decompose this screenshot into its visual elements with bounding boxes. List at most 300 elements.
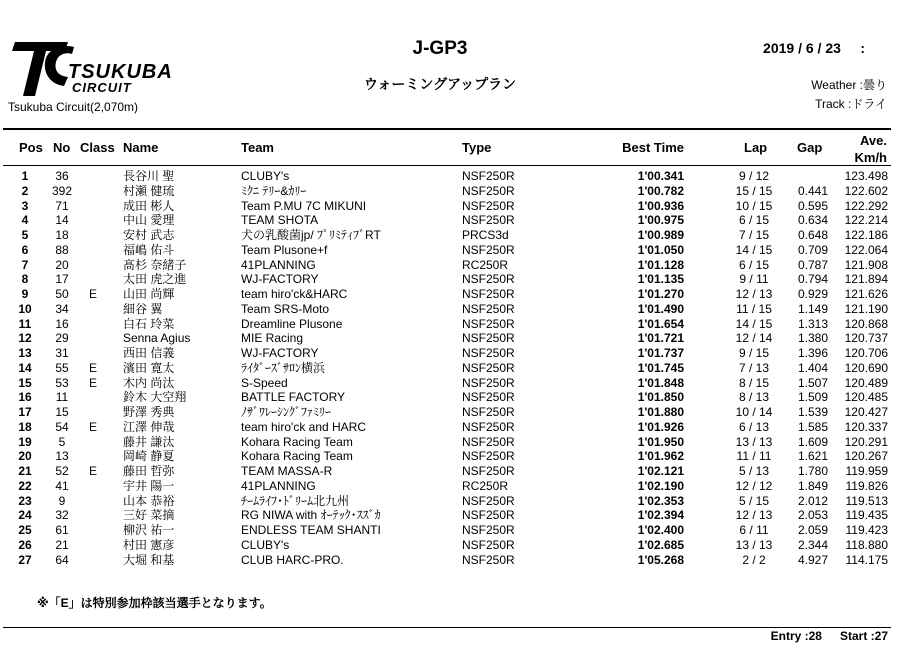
cell-gap: 1.585 — [797, 419, 828, 434]
cell-lap: 13 / 13 — [735, 537, 773, 552]
cell-team: team hiro'ck&HARC — [241, 287, 348, 301]
cell-best-time: 1'00.975 — [637, 213, 684, 228]
cell-name: 岡崎 静夏 — [123, 449, 175, 464]
cell-pos: 18 — [18, 419, 32, 434]
cell-lap: 6 / 11 — [739, 523, 769, 537]
logo-tsukuba-text: TSUKUBA — [68, 61, 173, 83]
cell-name: 細谷 翼 — [123, 301, 163, 316]
table-row — [0, 243, 900, 258]
footer-rule — [3, 627, 891, 628]
col-header-best-time: Best Time — [622, 140, 684, 155]
cell-pos: 15 — [18, 375, 32, 390]
cell-lap: 12 / 13 — [735, 287, 773, 301]
cell-type: NSF250R — [462, 434, 515, 449]
cell-name: 安村 武志 — [123, 228, 175, 242]
table-row — [0, 435, 900, 450]
circuit-name: Tsukuba Circuit(2,070m) — [8, 100, 139, 114]
cell-team: team hiro'ck and HARC — [241, 419, 367, 434]
table-row — [0, 184, 900, 199]
cell-pos: 8 — [21, 272, 29, 287]
cell-type: NSF250R — [462, 523, 515, 537]
cell-no: 54 — [55, 419, 69, 434]
cell-name: 三好 菜摘 — [123, 508, 175, 523]
cell-type: NSF250R — [462, 390, 515, 405]
cell-lap: 9 / 12 — [738, 169, 770, 183]
cell-gap: 1.404 — [797, 360, 828, 375]
cell-pos: 16 — [18, 390, 32, 405]
cell-pos: 2 — [21, 183, 29, 198]
cell-name: 長谷川 聖 — [123, 169, 175, 183]
cell-lap: 8 / 13 — [738, 390, 770, 405]
cell-no: 15 — [55, 405, 69, 419]
cell-lap: 13 / 13 — [735, 434, 773, 449]
cell-type: NSF250R — [462, 360, 515, 375]
table-row — [0, 169, 900, 184]
cell-pos: 26 — [18, 537, 32, 552]
cell-team: 41PLANNING — [241, 478, 316, 493]
cell-team: ﾁｰﾑﾗｲﾌ･ﾄﾞﾘｰﾑ北九州 — [241, 493, 350, 508]
cell-no: 11 — [55, 390, 69, 405]
cell-best-time: 1'01.654 — [637, 316, 684, 331]
col-header-name: Name — [123, 140, 159, 155]
cell-team: CLUB HARC-PRO. — [241, 552, 344, 567]
cell-type: NSF250R — [462, 405, 515, 419]
cell-pos: 21 — [18, 464, 32, 478]
cell-type: NSF250R — [462, 169, 515, 183]
cell-gap: 1.149 — [797, 301, 828, 316]
cell-pos: 3 — [21, 198, 29, 213]
cell-name: 藤田 哲弥 — [123, 464, 175, 478]
cell-name: 木内 尚汰 — [123, 375, 175, 390]
cell-gap: 1.849 — [797, 478, 828, 493]
cell-ave-speed: 120.706 — [844, 346, 888, 360]
cell-team: TEAM MASSA-R — [241, 464, 333, 478]
cell-best-time: 1'01.950 — [637, 434, 684, 449]
cell-ave-speed: 122.064 — [844, 242, 888, 257]
entry-count: Entry :28 — [770, 629, 822, 643]
cell-best-time: 1'01.721 — [637, 331, 684, 346]
cell-ave-speed: 120.489 — [844, 375, 888, 390]
cell-pos: 5 — [21, 228, 29, 242]
cell-pos: 20 — [18, 449, 32, 464]
footnote: ※「E」は特別参加枠該当選手となります。 — [37, 596, 272, 610]
cell-pos: 17 — [18, 405, 32, 419]
cell-type: RC250R — [462, 257, 509, 272]
table-row — [0, 199, 900, 214]
cell-type: NSF250R — [462, 493, 515, 508]
cell-pos: 23 — [18, 493, 32, 508]
cell-no: 14 — [55, 213, 69, 228]
cell-pos: 6 — [21, 242, 29, 257]
weather-info: Weather :曇り — [811, 78, 887, 92]
cell-name: Senna Agius — [123, 331, 191, 346]
table-row — [0, 538, 900, 553]
cell-gap: 0.441 — [797, 183, 828, 198]
cell-no: 29 — [55, 331, 69, 346]
table-row — [0, 405, 900, 420]
cell-gap: 0.595 — [797, 198, 828, 213]
cell-team: Kohara Racing Team — [241, 434, 353, 449]
cell-team: TEAM SHOTA — [241, 213, 319, 228]
header-bottom-rule — [3, 165, 891, 166]
cell-pos: 14 — [18, 360, 32, 375]
cell-lap: 12 / 14 — [735, 331, 773, 346]
table-row — [0, 213, 900, 228]
cell-ave-speed: 121.626 — [844, 287, 888, 301]
cell-lap: 12 / 13 — [735, 508, 773, 523]
cell-pos: 24 — [18, 508, 32, 523]
cell-team: 犬の乳酸菌jp/ ﾌﾟﾘﾐﾃｨﾌﾞRT — [241, 228, 381, 242]
cell-no: 18 — [55, 228, 69, 242]
cell-type: RC250R — [462, 478, 509, 493]
cell-lap: 9 / 11 — [739, 272, 769, 287]
table-row — [0, 376, 900, 391]
cell-lap: 10 / 15 — [735, 198, 773, 213]
logo-circuit-text: CIRCUIT — [72, 80, 132, 95]
table-row — [0, 258, 900, 273]
cell-pos: 7 — [21, 257, 29, 272]
cell-ave-speed: 121.190 — [844, 301, 888, 316]
cell-name: 太田 虎之進 — [123, 272, 187, 287]
cell-ave-speed: 119.423 — [845, 523, 888, 537]
cell-pos: 27 — [18, 552, 32, 567]
cell-name: 宇井 陽一 — [123, 478, 175, 493]
cell-class: E — [88, 375, 97, 390]
cell-lap: 14 / 15 — [735, 316, 773, 331]
cell-name: 大堀 和基 — [123, 552, 175, 567]
table-row — [0, 361, 900, 376]
cell-best-time: 1'02.394 — [637, 508, 684, 523]
cell-best-time: 1'02.190 — [637, 478, 684, 493]
event-date: 2019 / 6 / 23 : — [763, 40, 865, 56]
cell-pos: 1 — [21, 169, 29, 183]
table-row — [0, 390, 900, 405]
cell-gap: 0.794 — [797, 272, 828, 287]
cell-name: 成田 彬人 — [123, 198, 175, 213]
cell-name: 濱田 寛太 — [123, 360, 175, 375]
cell-gap: 1.509 — [797, 390, 828, 405]
cell-no: 392 — [51, 183, 73, 198]
cell-type: NSF250R — [462, 287, 515, 301]
cell-ave-speed: 120.267 — [844, 449, 888, 464]
cell-ave-speed: 120.427 — [844, 405, 888, 419]
cell-name: 村田 憲彦 — [123, 537, 175, 552]
cell-no: 31 — [55, 346, 69, 360]
race-class-title: J-GP3 — [412, 38, 468, 59]
cell-best-time: 1'01.737 — [637, 346, 684, 360]
cell-class: E — [88, 464, 97, 478]
cell-best-time: 1'01.135 — [637, 272, 684, 287]
cell-ave-speed: 122.602 — [844, 183, 888, 198]
cell-type: NSF250R — [462, 508, 515, 523]
cell-ave-speed: 120.337 — [844, 419, 888, 434]
col-header-ave-speed — [855, 132, 888, 166]
cell-gap: 4.927 — [797, 552, 828, 567]
cell-lap: 10 / 14 — [735, 405, 773, 419]
cell-best-time: 1'00.341 — [637, 169, 684, 183]
cell-pos: 25 — [18, 523, 32, 537]
cell-team: WJ-FACTORY — [241, 346, 319, 360]
cell-team: S-Speed — [241, 375, 288, 390]
cell-name: 村瀬 健琉 — [123, 183, 175, 198]
cell-team: Kohara Racing Team — [241, 449, 353, 464]
table-row — [0, 317, 900, 332]
cell-ave-speed: 121.894 — [844, 272, 888, 287]
cell-ave-speed: 114.175 — [845, 552, 888, 567]
cell-best-time: 1'01.848 — [637, 375, 684, 390]
cell-name: 髙杉 奈緒子 — [123, 257, 187, 272]
cell-no: 36 — [55, 169, 69, 183]
col-header-ave-line1: Ave. — [860, 133, 887, 148]
cell-type: PRCS3d — [462, 228, 509, 242]
cell-pos: 9 — [21, 287, 29, 301]
cell-type: NSF250R — [462, 552, 515, 567]
cell-ave-speed: 119.435 — [845, 508, 888, 523]
cell-best-time: 1'01.128 — [637, 257, 684, 272]
cell-best-time: 1'05.268 — [637, 552, 684, 567]
cell-pos: 10 — [18, 301, 32, 316]
cell-pos: 11 — [18, 316, 32, 331]
col-header-gap: Gap — [797, 140, 823, 155]
col-header-no: No — [53, 140, 71, 155]
cell-no: 55 — [55, 360, 69, 375]
entry-start-summary — [771, 629, 888, 643]
cell-best-time: 1'01.850 — [637, 390, 684, 405]
cell-best-time: 1'01.926 — [637, 419, 684, 434]
cell-best-time: 1'01.962 — [637, 449, 684, 464]
cell-name: 野澤 秀典 — [123, 405, 175, 419]
cell-no: 34 — [55, 301, 69, 316]
table-row — [0, 449, 900, 464]
cell-no: 52 — [55, 464, 69, 478]
cell-type: NSF250R — [462, 346, 515, 360]
cell-team: BATTLE FACTORY — [241, 390, 346, 405]
table-row — [0, 420, 900, 435]
cell-lap: 6 / 13 — [738, 419, 770, 434]
header-top-rule — [3, 128, 891, 130]
cell-no: 41 — [55, 478, 69, 493]
cell-pos: 13 — [18, 346, 32, 360]
cell-no: 17 — [55, 272, 69, 287]
cell-lap: 6 / 15 — [738, 213, 770, 228]
cell-ave-speed: 119.513 — [845, 493, 888, 508]
cell-gap: 1.396 — [797, 346, 828, 360]
cell-lap: 2 / 2 — [742, 552, 766, 567]
cell-name: 白石 玲菜 — [123, 316, 175, 331]
cell-best-time: 1'02.353 — [637, 493, 684, 508]
cell-type: NSF250R — [462, 464, 515, 478]
cell-lap: 11 / 15 — [736, 301, 772, 316]
cell-best-time: 1'01.270 — [637, 287, 684, 301]
cell-name: 柳沢 祐一 — [123, 523, 175, 537]
cell-gap: 0.787 — [797, 257, 828, 272]
col-header-lap: Lap — [744, 140, 768, 155]
cell-name: 鈴木 大空翔 — [123, 390, 187, 405]
cell-gap: 1.609 — [797, 434, 828, 449]
cell-lap: 12 / 12 — [735, 478, 773, 493]
cell-gap: 1.621 — [797, 449, 828, 464]
cell-class: E — [88, 419, 97, 434]
cell-gap: 2.053 — [797, 508, 828, 523]
cell-ave-speed: 120.485 — [844, 390, 888, 405]
table-row — [0, 302, 900, 317]
cell-type: NSF250R — [462, 419, 515, 434]
table-row — [0, 553, 900, 568]
cell-type: NSF250R — [462, 183, 515, 198]
cell-team: ﾐｸﾆ ﾃﾘｰ&ｶﾘｰ — [241, 183, 307, 198]
cell-ave-speed: 122.214 — [844, 213, 888, 228]
cell-best-time: 1'02.685 — [637, 537, 684, 552]
cell-type: NSF250R — [462, 449, 515, 464]
cell-gap: 0.929 — [797, 287, 828, 301]
cell-best-time: 1'01.050 — [637, 242, 684, 257]
cell-no: 13 — [55, 449, 69, 464]
cell-best-time: 1'00.782 — [637, 183, 684, 198]
cell-type: NSF250R — [462, 331, 515, 346]
cell-name: 山田 尚輝 — [123, 287, 175, 301]
cell-ave-speed: 120.737 — [844, 331, 888, 346]
cell-no: 21 — [55, 537, 69, 552]
cell-best-time: 1'00.989 — [637, 228, 684, 242]
cell-ave-speed: 120.868 — [844, 316, 888, 331]
cell-no: 32 — [55, 508, 69, 523]
cell-lap: 8 / 15 — [738, 375, 770, 390]
cell-no: 9 — [58, 493, 66, 508]
cell-best-time: 1'01.490 — [637, 301, 684, 316]
cell-lap: 7 / 13 — [738, 360, 770, 375]
cell-no: 50 — [55, 287, 69, 301]
table-row — [0, 228, 900, 243]
cell-type: NSF250R — [462, 375, 515, 390]
cell-team: CLUBY's — [241, 537, 290, 552]
cell-gap: 0.648 — [797, 228, 828, 242]
cell-gap: 1.539 — [797, 405, 828, 419]
cell-name: 山本 恭裕 — [123, 493, 175, 508]
cell-gap: 2.344 — [797, 537, 828, 552]
cell-lap: 9 / 15 — [738, 346, 770, 360]
table-row — [0, 346, 900, 361]
table-row — [0, 508, 900, 523]
cell-team: ﾉｻﾞﾜﾚｰｼﾝｸﾞﾌｧﾐﾘｰ — [241, 405, 332, 419]
cell-gap: 0.634 — [797, 213, 828, 228]
cell-gap: 0.709 — [797, 242, 828, 257]
cell-lap: 11 / 11 — [736, 449, 772, 464]
cell-ave-speed: 122.186 — [844, 228, 888, 242]
table-row — [0, 523, 900, 538]
cell-best-time: 1'02.121 — [637, 464, 684, 478]
cell-lap: 6 / 15 — [738, 257, 770, 272]
cell-ave-speed: 123.498 — [844, 169, 888, 183]
cell-best-time: 1'00.936 — [637, 198, 684, 213]
cell-team: MIE Racing — [241, 331, 304, 346]
cell-type: NSF250R — [462, 316, 515, 331]
cell-gap: 1.780 — [797, 464, 828, 478]
col-header-class: Class — [80, 140, 115, 155]
table-row — [0, 479, 900, 494]
col-header-ave-line2: Km/h — [854, 150, 887, 165]
cell-gap: 2.059 — [797, 523, 828, 537]
cell-ave-speed: 119.959 — [845, 464, 888, 478]
table-row — [0, 494, 900, 509]
table-row — [0, 331, 900, 346]
cell-type: NSF250R — [462, 537, 515, 552]
start-count: Start :27 — [839, 629, 888, 643]
cell-gap: 1.380 — [797, 331, 828, 346]
cell-lap: 15 / 15 — [735, 183, 773, 198]
cell-team: Team P.MU 7C MIKUNI — [241, 198, 367, 213]
cell-no: 20 — [55, 257, 69, 272]
cell-type: NSF250R — [462, 198, 515, 213]
col-header-team: Team — [241, 140, 274, 155]
cell-team: ENDLESS TEAM SHANTI — [241, 523, 381, 537]
cell-gap: 2.012 — [797, 493, 828, 508]
cell-lap: 14 / 15 — [735, 242, 773, 257]
cell-pos: 12 — [18, 331, 32, 346]
cell-team: RG NIWA with ｵｰﾃｯｸ･ｽｽﾞｶ — [241, 508, 381, 523]
cell-ave-speed: 119.826 — [845, 478, 888, 493]
cell-lap: 7 / 15 — [738, 228, 770, 242]
cell-pos: 19 — [18, 434, 32, 449]
cell-pos: 22 — [18, 478, 32, 493]
cell-class: E — [88, 287, 97, 301]
cell-no: 16 — [55, 316, 69, 331]
cell-name: 江澤 伸哉 — [123, 419, 175, 434]
cell-no: 64 — [55, 552, 69, 567]
cell-team: Team Plusone+f — [241, 242, 328, 257]
track-condition: Track :ドライ — [815, 97, 887, 111]
cell-no: 61 — [55, 523, 69, 537]
session-title: ウォーミングアップラン — [363, 76, 517, 92]
cell-lap: 5 / 13 — [738, 464, 770, 478]
cell-pos: 4 — [21, 213, 29, 228]
cell-team: WJ-FACTORY — [241, 272, 319, 287]
cell-type: NSF250R — [462, 242, 515, 257]
cell-name: 中山 愛理 — [123, 213, 175, 228]
cell-team: Team SRS-Moto — [241, 301, 330, 316]
table-row — [0, 464, 900, 479]
cell-no: 5 — [58, 434, 66, 449]
table-row — [0, 272, 900, 287]
cell-no: 53 — [55, 375, 69, 390]
cell-no: 71 — [55, 198, 69, 213]
cell-name: 藤井 謙汰 — [123, 434, 175, 449]
cell-team: ﾗｲﾀﾞｰｽﾞｻﾛﾝ横浜 — [241, 360, 326, 375]
table-row — [0, 287, 900, 302]
cell-ave-speed: 118.880 — [845, 537, 888, 552]
cell-ave-speed: 120.291 — [844, 434, 888, 449]
cell-best-time: 1'02.400 — [637, 523, 684, 537]
cell-type: NSF250R — [462, 272, 515, 287]
col-header-pos: Pos — [19, 140, 43, 155]
cell-team: CLUBY's — [241, 169, 290, 183]
cell-gap: 1.507 — [797, 375, 828, 390]
cell-type: NSF250R — [462, 213, 515, 228]
cell-best-time: 1'01.745 — [637, 360, 684, 375]
cell-no: 88 — [55, 242, 69, 257]
cell-type: NSF250R — [462, 301, 515, 316]
results-table — [0, 169, 900, 567]
cell-ave-speed: 121.908 — [844, 257, 888, 272]
col-header-type: Type — [462, 140, 492, 155]
cell-gap: 1.313 — [797, 316, 828, 331]
cell-name: 福嶋 佑斗 — [123, 242, 175, 257]
cell-team: Dreamline Plusone — [241, 316, 343, 331]
cell-lap: 5 / 15 — [738, 493, 770, 508]
cell-ave-speed: 120.690 — [844, 360, 888, 375]
cell-team: 41PLANNING — [241, 257, 316, 272]
cell-class: E — [88, 360, 97, 375]
cell-ave-speed: 122.292 — [844, 198, 888, 213]
